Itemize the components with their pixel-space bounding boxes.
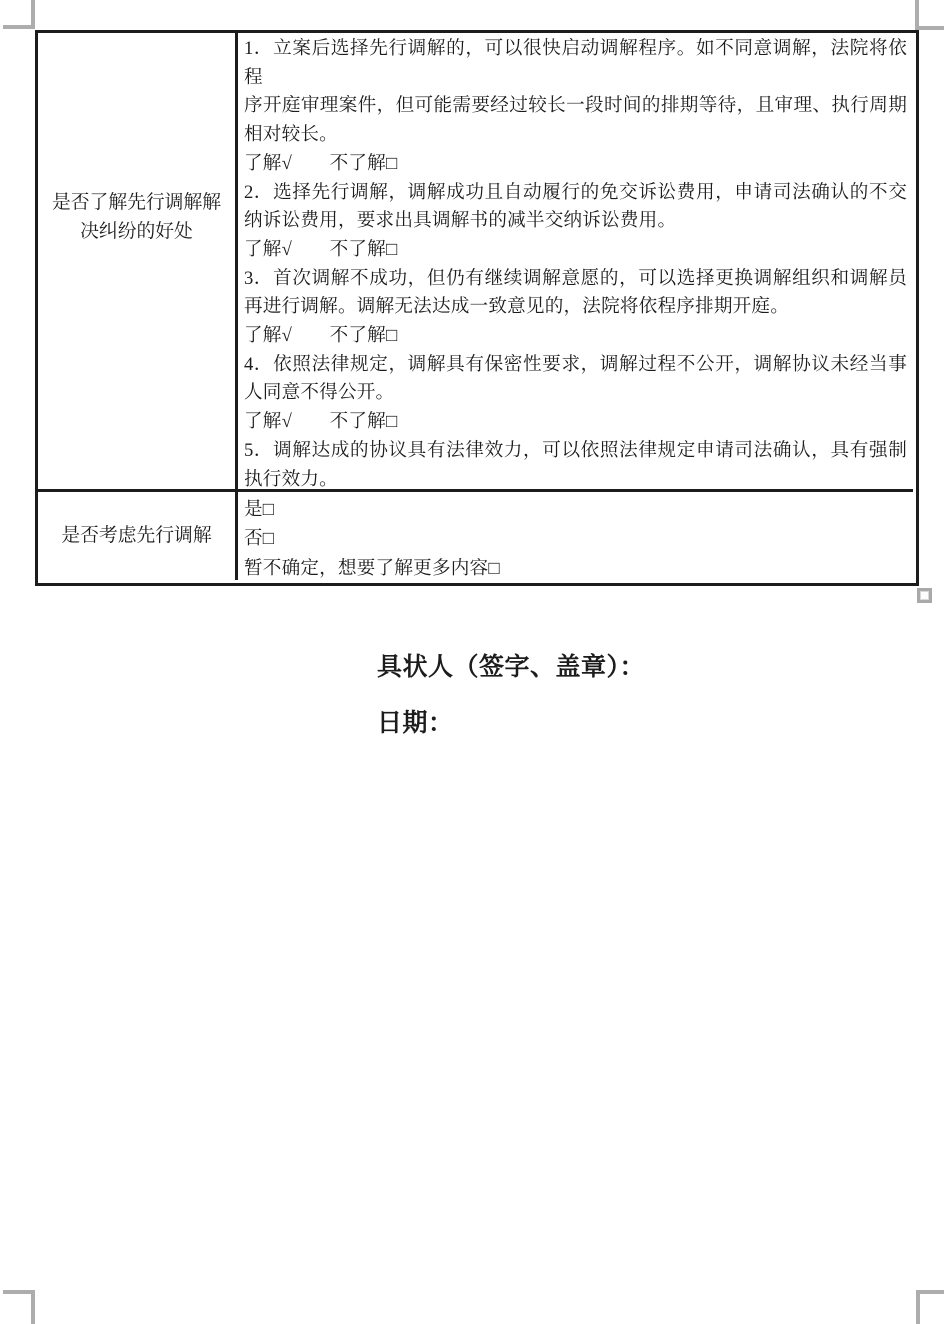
benefit-text-line: 1．立案后选择先行调解的，可以很快启动调解程序。如不同意调解，法院将依程	[244, 38, 907, 88]
benefits-label-cell	[38, 33, 238, 492]
benefit-text-line: 人同意不得公开。	[244, 382, 395, 404]
benefit-text-line: 纳诉讼费用，要求出具调解书的减半交纳诉讼费用。	[244, 210, 677, 232]
margin-mark-bottom-right-icon	[916, 1290, 944, 1294]
margin-mark-bottom-left-icon	[31, 1290, 35, 1324]
date-label: 日期：	[377, 710, 454, 737]
consider-label-line: 是否考虑先行调解	[61, 524, 212, 546]
benefit-text-line: 5．调解达成的协议具有法律效力，可以依照法律规定申请司法确认，具有强制	[244, 439, 907, 461]
margin-mark-top-left-icon	[3, 25, 35, 29]
consider-content-cell	[238, 492, 913, 580]
table-resize-handle[interactable]	[917, 588, 932, 603]
signer-signature-label: 具状人（签字、盖章）：	[377, 654, 646, 681]
ack-checkbox-line[interactable]: 了解√ 不了解□	[244, 411, 398, 433]
option-yes-checkbox-line[interactable]: 是□	[244, 499, 275, 520]
consider-label-cell	[38, 492, 238, 580]
ack-checkbox-line[interactable]: 了解√ 不了解□	[244, 238, 398, 260]
benefit-text-line: 4．依照法律规定，调解具有保密性要求，调解过程不公开，调解协议未经当事	[244, 353, 907, 375]
benefit-text-line: 再进行调解。调解无法达成一致意见的，法院将依程序排期开庭。	[244, 296, 790, 318]
benefit-text-line: 相对较长。	[244, 124, 338, 146]
option-no-checkbox-line[interactable]: 否□	[244, 528, 275, 550]
benefit-text-line: 序开庭审理案件，但可能需要经过较长一段时间的排期等待，且审理、执行周期	[244, 95, 907, 117]
benefit-text-line: 执行效力。	[244, 468, 338, 490]
ack-checkbox-line[interactable]: 了解√ 不了解□	[244, 152, 398, 174]
option-unsure-checkbox-line[interactable]: 暂不确定，想要了解更多内容□	[244, 557, 500, 579]
ack-checkbox-line[interactable]: 了解√ 不了解□	[244, 325, 398, 347]
benefits-content-cell	[238, 33, 913, 492]
mediation-form-table	[35, 30, 919, 586]
benefits-label-line: 是否了解先行调解解	[51, 192, 222, 213]
benefit-text-line: 2．选择先行调解，调解成功且自动履行的免交诉讼费用，申请司法确认的不交	[244, 181, 907, 203]
margin-mark-bottom-right-icon	[916, 1290, 920, 1324]
margin-mark-top-right-icon	[915, 26, 944, 30]
benefits-label-line: 决纠纷的好处	[80, 220, 193, 242]
benefit-text-line: 3．首次调解不成功，但仍有继续调解意愿的，可以选择更换调解组织和调解员	[244, 267, 907, 289]
